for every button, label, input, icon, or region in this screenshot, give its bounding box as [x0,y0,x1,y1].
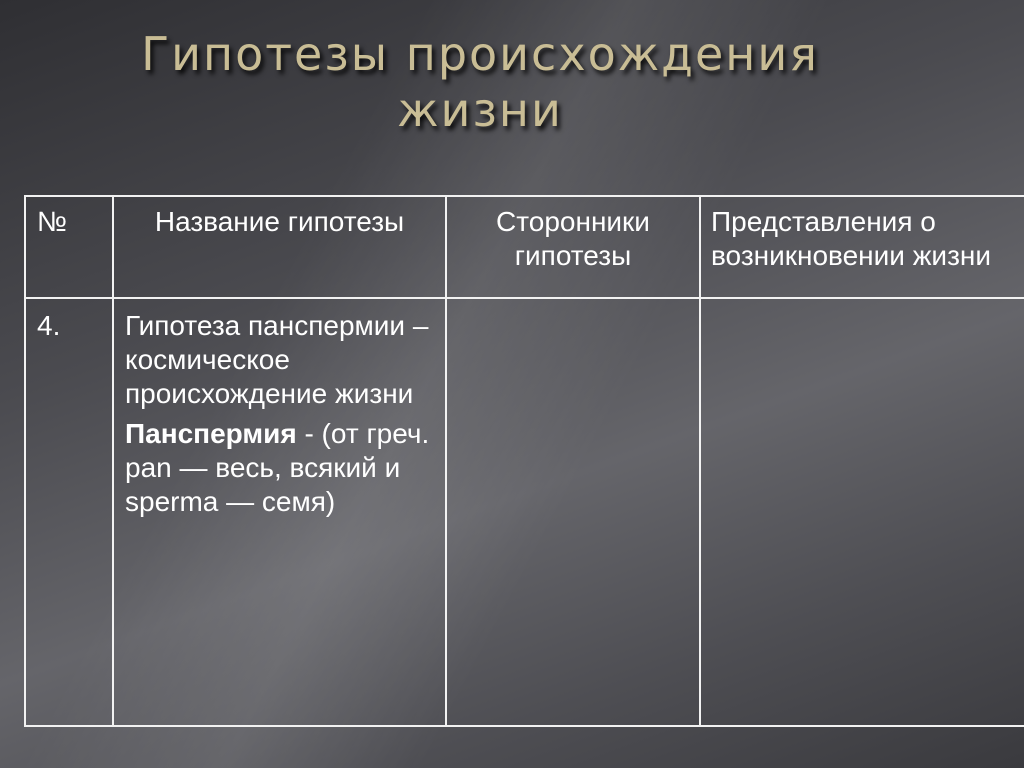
term-definition [125,417,435,519]
table-header-row [25,196,1024,298]
slide-title-line-2: жизни [397,83,563,137]
row-hypothesis-name [113,298,446,726]
hypotheses-table [24,195,1024,727]
slide-title [0,26,960,138]
term-name: Панспермия [125,418,297,449]
row-supporters [446,298,700,726]
header-ideas: Представления о возникновении жизни [700,196,1024,298]
header-number: № [25,196,113,298]
row-number: 4. [25,298,113,726]
hypothesis-description: Гипотеза панспермии – космическое происхождение жизни [125,310,429,409]
term-etymology: - (от греч. pan — весь, всякий и sperma — семя) [125,418,430,517]
header-supporters: Сторонники гипотезы [446,196,700,298]
table-row [25,298,1024,726]
row-ideas [700,298,1024,726]
slide-title-line-1: Гипотезы происхождения [141,27,819,81]
header-hypothesis-name: Название гипотезы [113,196,446,298]
